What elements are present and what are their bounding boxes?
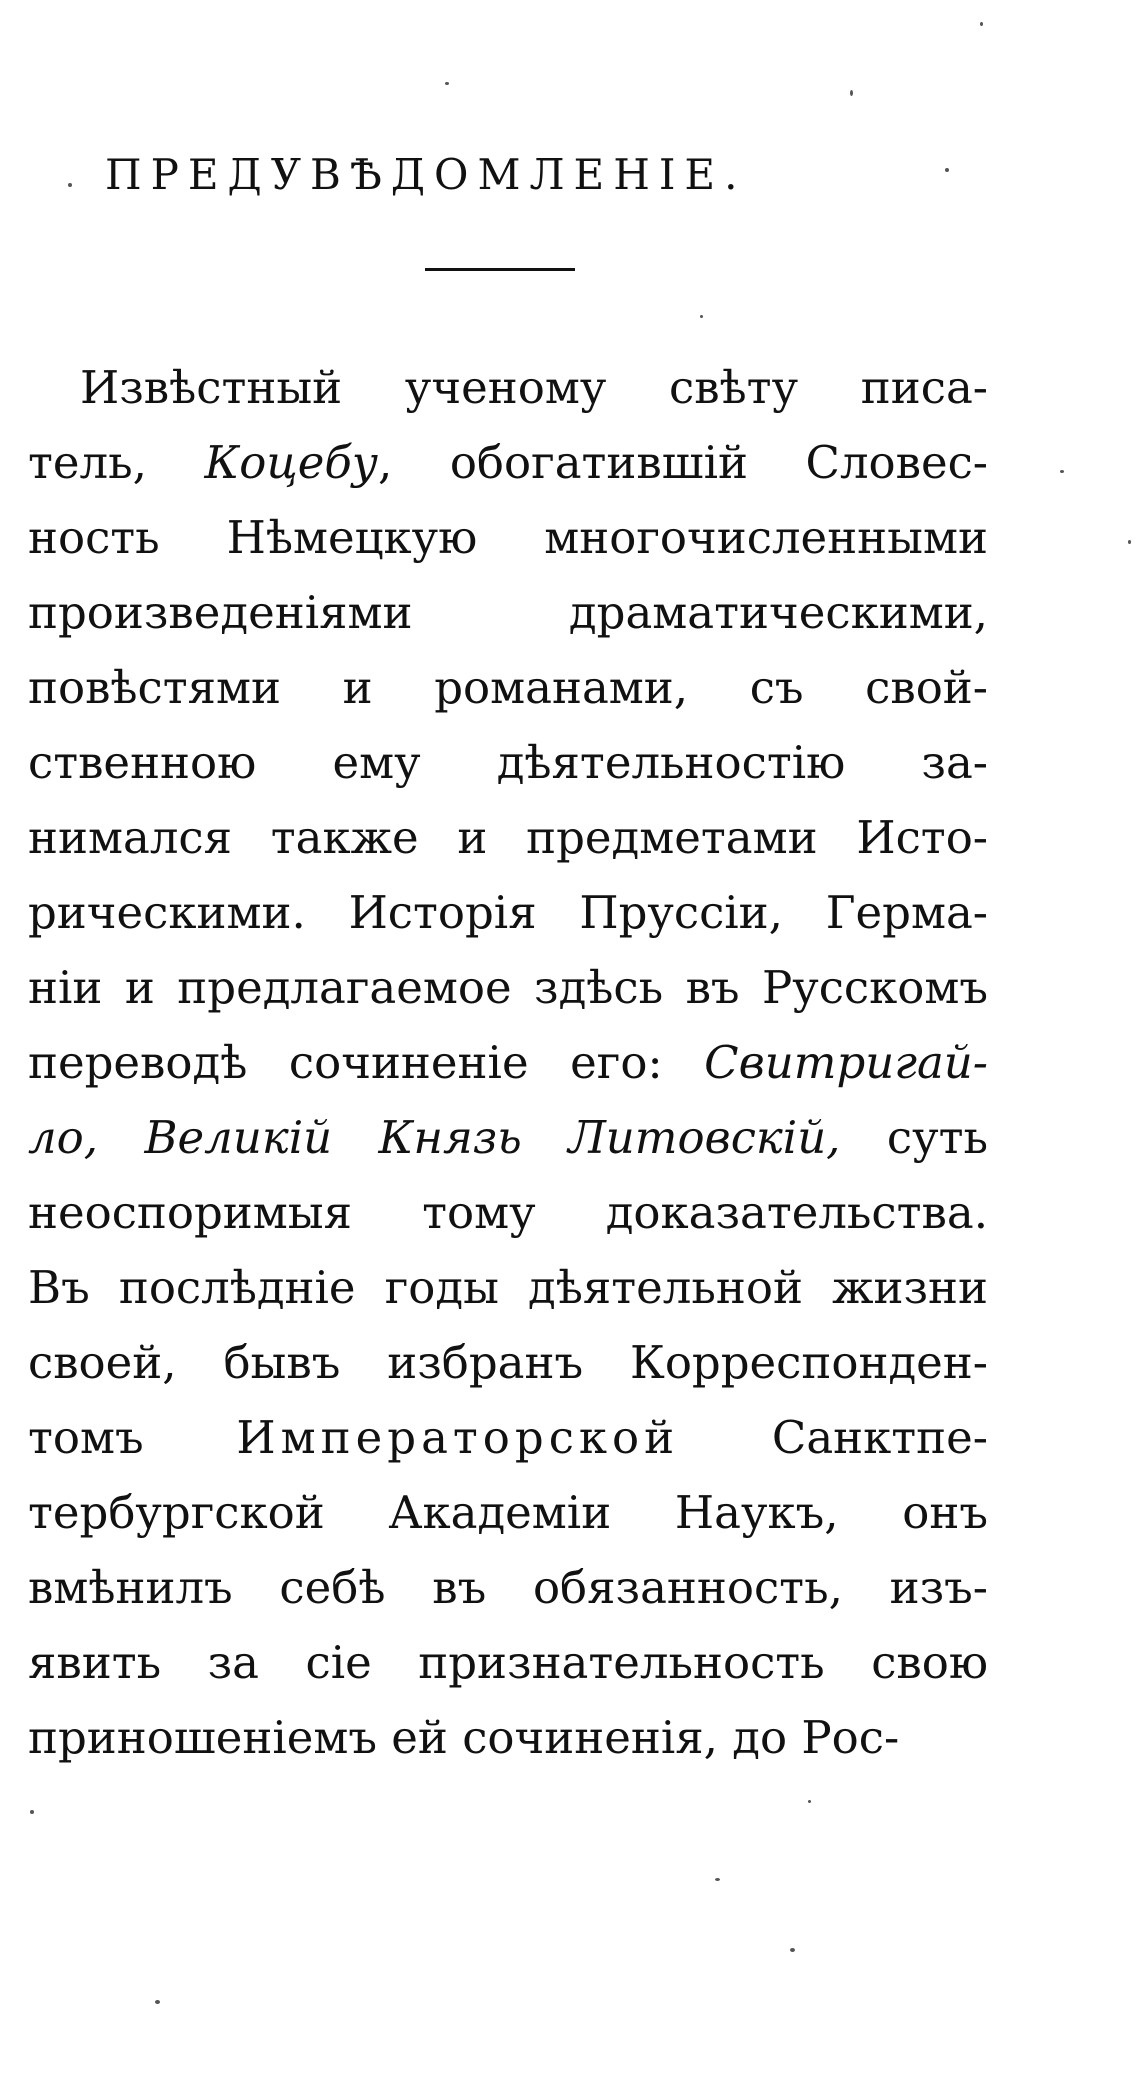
page-heading: ПРЕДУВѢДОМЛЕНІЕ. xyxy=(105,150,747,199)
italic-text-segment: Свитригай- xyxy=(704,1036,988,1089)
text-segment: Извѣстный ученому свѣту писа- xyxy=(80,361,988,414)
text-segment: рическими. Исторія Пруссіи, Герма- xyxy=(28,886,988,939)
scan-speck xyxy=(715,1878,720,1881)
text-line xyxy=(28,725,988,800)
text-segment: своей, бывъ избранъ Корреспонден- xyxy=(28,1336,988,1389)
text-segment: приношеніемъ ей сочиненія, до Рос- xyxy=(28,1711,900,1764)
text-segment: ніи и предлагаемое здѣсь въ Русскомъ xyxy=(28,961,988,1014)
text-line xyxy=(28,1175,988,1250)
body-paragraph xyxy=(28,350,988,1775)
text-line xyxy=(28,1025,988,1100)
text-line xyxy=(28,875,988,950)
scan-speck xyxy=(155,2000,160,2004)
scan-speck xyxy=(980,22,983,26)
text-segment: повѣстями и романами, съ свой- xyxy=(28,661,988,714)
text-line xyxy=(28,350,988,425)
text-line xyxy=(28,1550,988,1625)
text-segment: Въ послѣдніе годы дѣятельной жизни xyxy=(28,1261,988,1314)
italic-text-segment: Коцебу xyxy=(204,436,378,489)
text-segment: ность Нѣмецкую многочисленными xyxy=(28,511,988,564)
text-segment: тербургской Академіи Наукъ, онъ xyxy=(28,1486,988,1539)
text-segment: нимался также и предметами Исто- xyxy=(28,811,988,864)
scan-speck xyxy=(700,315,703,318)
text-line xyxy=(28,425,988,500)
text-line xyxy=(28,500,988,575)
text-line xyxy=(28,575,988,650)
scan-speck xyxy=(808,1800,811,1803)
text-segment: , обогатившій Словес- xyxy=(378,436,988,489)
scan-speck xyxy=(790,1948,795,1952)
scan-speck xyxy=(1128,540,1131,544)
text-line xyxy=(28,1625,988,1700)
heading-rule xyxy=(425,268,575,271)
text-line xyxy=(28,800,988,875)
text-segment: вмѣнилъ себѣ въ обязанность, изъ- xyxy=(28,1561,988,1614)
text-line xyxy=(28,1400,988,1475)
text-segment: переводѣ сочиненіе его: xyxy=(28,1036,705,1089)
text-segment: Императорской xyxy=(236,1411,680,1464)
text-segment: тель, xyxy=(28,436,205,489)
text-segment: явить за сіе признательность свою xyxy=(28,1636,988,1689)
text-line xyxy=(28,1250,988,1325)
italic-text-segment: ло, Великій Князь Литовскій, xyxy=(28,1111,841,1164)
text-segment: томъ xyxy=(28,1411,237,1464)
text-line xyxy=(28,1475,988,1550)
text-line xyxy=(28,1325,988,1400)
scan-speck xyxy=(945,168,949,172)
text-segment: Санктпе- xyxy=(679,1411,988,1464)
scan-speck xyxy=(850,90,853,96)
text-segment: ственною ему дѣятельностію за- xyxy=(28,736,988,789)
text-segment: произведеніями драматическими, xyxy=(28,586,988,639)
text-line xyxy=(28,1100,988,1175)
scan-speck xyxy=(68,183,72,187)
scan-speck xyxy=(445,82,449,85)
scan-speck xyxy=(30,1810,34,1814)
text-line xyxy=(28,950,988,1025)
text-line xyxy=(28,1700,988,1775)
text-segment: суть xyxy=(840,1111,988,1164)
text-line xyxy=(28,650,988,725)
scan-speck xyxy=(1060,470,1064,473)
text-segment: неоспоримыя тому доказательства. xyxy=(28,1186,988,1239)
